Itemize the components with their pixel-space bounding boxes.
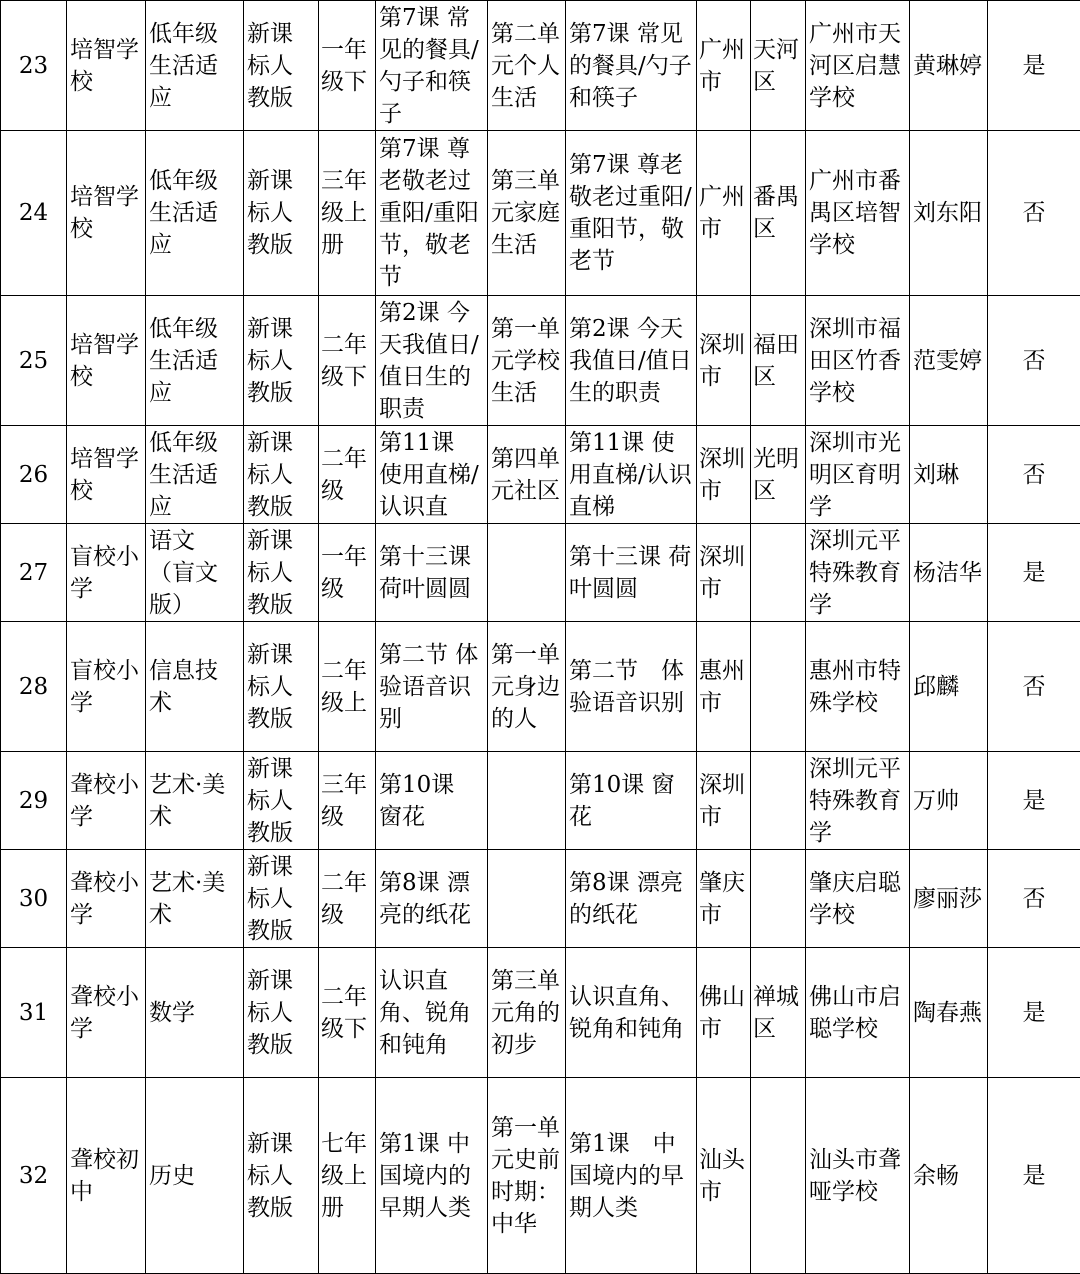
row-number: 29 — [1, 752, 67, 850]
unit: 第一单元身边的人 — [488, 622, 566, 752]
row-number: 28 — [1, 622, 67, 752]
lesson-title: 第11课 使用直梯/认识直 — [376, 426, 488, 524]
school-name: 佛山市启聪学校 — [806, 948, 910, 1078]
city: 深圳市 — [697, 296, 751, 426]
lesson-title: 第7课 尊老敬老过重阳/重阳节，敬老节 — [376, 131, 488, 296]
yes-no-flag: 否 — [988, 426, 1080, 524]
textbook-edition: 新课标人教版 — [244, 622, 319, 752]
school-type: 聋校初中 — [67, 1078, 146, 1274]
lesson-topic: 第7课 尊老敬老过重阳/重阳节，敬老节 — [566, 131, 697, 296]
lesson-title: 第二节 体验语音识别 — [376, 622, 488, 752]
textbook-edition: 新课标人教版 — [244, 948, 319, 1078]
district: 天河区 — [751, 1, 806, 131]
lesson-topic: 第二节 体验语音识别 — [566, 622, 697, 752]
teacher-name: 杨洁华 — [910, 524, 988, 622]
table-row — [1, 296, 1080, 426]
grade: 三年级 — [319, 752, 376, 850]
district — [751, 622, 806, 752]
table-row — [1, 622, 1080, 752]
city: 深圳市 — [697, 524, 751, 622]
school-name: 深圳元平特殊教育学 — [806, 752, 910, 850]
district: 番禺区 — [751, 131, 806, 296]
subject: 历史 — [146, 1078, 244, 1274]
textbook-edition: 新课标人教版 — [244, 524, 319, 622]
table-row — [1, 850, 1080, 948]
yes-no-flag: 是 — [988, 524, 1080, 622]
yes-no-flag: 是 — [988, 948, 1080, 1078]
school-name: 汕头市聋哑学校 — [806, 1078, 910, 1274]
grade: 三年级上册 — [319, 131, 376, 296]
city: 佛山市 — [697, 948, 751, 1078]
lesson-topic: 第11课 使用直梯/认识直梯 — [566, 426, 697, 524]
lesson-title: 认识直角、锐角和钝角 — [376, 948, 488, 1078]
district — [751, 1078, 806, 1274]
lesson-topic: 认识直角、锐角和钝角 — [566, 948, 697, 1078]
row-number: 24 — [1, 131, 67, 296]
lesson-title: 第7课 常见的餐具/勺子和筷子 — [376, 1, 488, 131]
school-name: 深圳元平特殊教育学 — [806, 524, 910, 622]
lesson-topic: 第10课 窗花 — [566, 752, 697, 850]
lesson-topic: 第8课 漂亮的纸花 — [566, 850, 697, 948]
unit: 第三单元角的初步 — [488, 948, 566, 1078]
school-type: 培智学校 — [67, 1, 146, 131]
lesson-topic: 第2课 今天我值日/值日生的职责 — [566, 296, 697, 426]
yes-no-flag: 否 — [988, 296, 1080, 426]
row-number: 30 — [1, 850, 67, 948]
school-name: 惠州市特殊学校 — [806, 622, 910, 752]
table-row — [1, 752, 1080, 850]
teacher-name: 刘东阳 — [910, 131, 988, 296]
subject: 数学 — [146, 948, 244, 1078]
school-type: 盲校小学 — [67, 622, 146, 752]
grade: 二年级上 — [319, 622, 376, 752]
lesson-topic: 第7课 常见的餐具/勺子和筷子 — [566, 1, 697, 131]
unit — [488, 752, 566, 850]
textbook-edition: 新课标人教版 — [244, 131, 319, 296]
table-row — [1, 1, 1080, 131]
row-number: 23 — [1, 1, 67, 131]
district — [751, 850, 806, 948]
school-type: 聋校小学 — [67, 752, 146, 850]
city: 汕头市 — [697, 1078, 751, 1274]
school-name: 广州市天河区启慧学校 — [806, 1, 910, 131]
row-number: 26 — [1, 426, 67, 524]
table-row — [1, 426, 1080, 524]
school-name: 肇庆启聪学校 — [806, 850, 910, 948]
school-type: 盲校小学 — [67, 524, 146, 622]
school-type: 培智学校 — [67, 426, 146, 524]
yes-no-flag: 是 — [988, 752, 1080, 850]
subject: 低年级生活适应 — [146, 131, 244, 296]
grade: 一年级 — [319, 524, 376, 622]
grade: 七年级上册 — [319, 1078, 376, 1274]
unit — [488, 850, 566, 948]
grade: 二年级下 — [319, 948, 376, 1078]
city: 肇庆市 — [697, 850, 751, 948]
textbook-edition: 新课标人教版 — [244, 850, 319, 948]
unit: 第一单元学校生活 — [488, 296, 566, 426]
city: 深圳市 — [697, 426, 751, 524]
subject: 低年级生活适应 — [146, 426, 244, 524]
unit — [488, 524, 566, 622]
subject: 低年级生活适应 — [146, 1, 244, 131]
district: 禅城区 — [751, 948, 806, 1078]
textbook-edition: 新课标人教版 — [244, 296, 319, 426]
teacher-name: 邱麟 — [910, 622, 988, 752]
grade: 二年级 — [319, 426, 376, 524]
school-type: 培智学校 — [67, 131, 146, 296]
textbook-edition: 新课标人教版 — [244, 752, 319, 850]
school-type: 聋校小学 — [67, 850, 146, 948]
subject: 艺术·美术 — [146, 850, 244, 948]
teacher-name: 刘琳 — [910, 426, 988, 524]
city: 广州市 — [697, 131, 751, 296]
unit: 第二单元个人生活 — [488, 1, 566, 131]
table-row — [1, 1078, 1080, 1274]
grade: 二年级 — [319, 850, 376, 948]
school-type: 培智学校 — [67, 296, 146, 426]
table-row — [1, 948, 1080, 1078]
yes-no-flag: 否 — [988, 131, 1080, 296]
district: 光明区 — [751, 426, 806, 524]
grade: 二年级下 — [319, 296, 376, 426]
subject: 艺术·美术 — [146, 752, 244, 850]
district: 福田区 — [751, 296, 806, 426]
lesson-title: 第2课 今天我值日/值日生的职责 — [376, 296, 488, 426]
row-number: 32 — [1, 1078, 67, 1274]
district — [751, 524, 806, 622]
school-type: 聋校小学 — [67, 948, 146, 1078]
textbook-edition: 新课标人教版 — [244, 1078, 319, 1274]
lesson-title: 第8课 漂亮的纸花 — [376, 850, 488, 948]
table-row — [1, 131, 1080, 296]
district — [751, 752, 806, 850]
grade: 一年级下 — [319, 1, 376, 131]
subject: 语文（盲文版） — [146, 524, 244, 622]
unit: 第三单元家庭生活 — [488, 131, 566, 296]
yes-no-flag: 否 — [988, 622, 1080, 752]
lesson-topic: 第十三课 荷叶圆圆 — [566, 524, 697, 622]
school-name: 深圳市光明区育明学 — [806, 426, 910, 524]
unit: 第四单元社区 — [488, 426, 566, 524]
lesson-title: 第1课 中国境内的早期人类 — [376, 1078, 488, 1274]
textbook-edition: 新课标人教版 — [244, 426, 319, 524]
city: 深圳市 — [697, 752, 751, 850]
city: 广州市 — [697, 1, 751, 131]
school-name: 深圳市福田区竹香学校 — [806, 296, 910, 426]
teacher-name: 范雯婷 — [910, 296, 988, 426]
unit: 第一单元史前时期：中华 — [488, 1078, 566, 1274]
teacher-name: 黄琳婷 — [910, 1, 988, 131]
lesson-title: 第十三课 荷叶圆圆 — [376, 524, 488, 622]
lesson-topic: 第1课 中国境内的早期人类 — [566, 1078, 697, 1274]
lesson-title: 第10课 窗花 — [376, 752, 488, 850]
teacher-name: 万帅 — [910, 752, 988, 850]
subject: 信息技术 — [146, 622, 244, 752]
textbook-edition: 新课标人教版 — [244, 1, 319, 131]
table-row — [1, 524, 1080, 622]
yes-no-flag: 否 — [988, 850, 1080, 948]
row-number: 31 — [1, 948, 67, 1078]
teacher-name: 陶春燕 — [910, 948, 988, 1078]
row-number: 27 — [1, 524, 67, 622]
teacher-name: 廖丽莎 — [910, 850, 988, 948]
school-name: 广州市番禺区培智学校 — [806, 131, 910, 296]
subject: 低年级生活适应 — [146, 296, 244, 426]
yes-no-flag: 是 — [988, 1078, 1080, 1274]
yes-no-flag: 是 — [988, 1, 1080, 131]
city: 惠州市 — [697, 622, 751, 752]
row-number: 25 — [1, 296, 67, 426]
teacher-name: 余畅 — [910, 1078, 988, 1274]
